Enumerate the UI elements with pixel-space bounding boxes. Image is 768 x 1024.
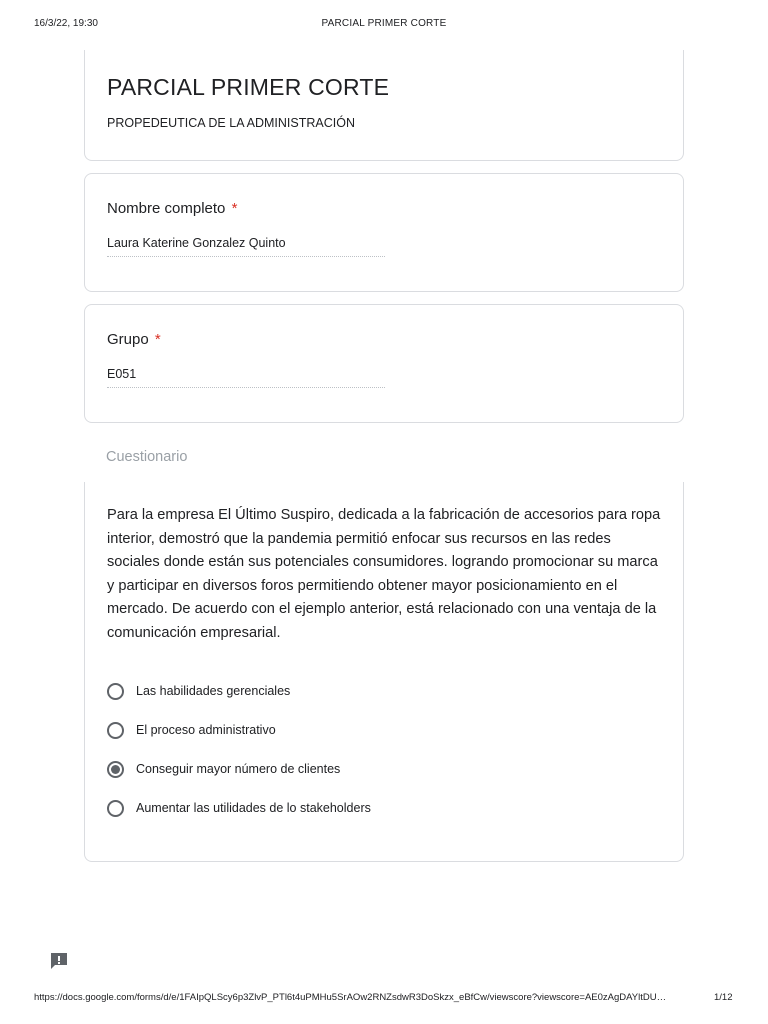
report-feedback-icon[interactable]: [48, 950, 70, 972]
page-number: 1/12: [714, 992, 733, 1003]
section-title: Cuestionario: [106, 449, 188, 465]
print-footer: [0, 992, 768, 1006]
required-mark: *: [231, 200, 238, 217]
form-title: PARCIAL PRIMER CORTE: [107, 74, 390, 100]
quiz-question-text: Para la empresa El Último Suspiro, dedicada a la fabricación de accesorios para ropa interior, demostró que la pandemia permitió enfocar sus recursos en las redes sociales donde están sus potenciales consumidores. logrando promocionar su marca y participar en diversos foros permitiendo obtener mayor posicionamiento en el mercado. De acuerdo con el ejemplo anterior, está relacionado con una ventaja de la comunicación empresarial.: [107, 507, 661, 641]
print-header: [0, 18, 768, 32]
print-datetime: 16/3/22, 19:30: [34, 18, 98, 29]
option-label: Conseguir mayor número de clientes: [136, 762, 341, 776]
radio-button-icon[interactable]: [107, 722, 124, 739]
required-mark: *: [154, 331, 161, 348]
question-card-group: [84, 304, 684, 423]
question-label: Nombre completo: [107, 200, 226, 217]
form-description: PROPEDEUTICA DE LA ADMINISTRACIÓN: [107, 116, 355, 130]
print-title: PARCIAL PRIMER CORTE: [321, 18, 447, 29]
option-label: Aumentar las utilidades de lo stakeholders: [136, 801, 371, 815]
option-label: El proceso administrativo: [136, 723, 276, 737]
question-title-name: [107, 200, 237, 217]
option-0[interactable]: [107, 680, 290, 702]
quiz-question-card: [84, 482, 684, 862]
option-2[interactable]: [107, 758, 340, 780]
radio-button-icon[interactable]: [107, 800, 124, 817]
page-url: https://docs.google.com/forms/d/e/1FAIpQLScy6p3ZlvP_PTl6t4uPMHu5SrAOw2RNZsdwR3DoSkzx_eBfCw/viewscore?viewscore=AE0zAgDAYltDU…: [34, 992, 667, 1003]
form-header-card: [84, 50, 684, 161]
question-title-group: [107, 331, 161, 348]
name-answer-field[interactable]: Laura Katerine Gonzalez Quinto: [107, 236, 385, 257]
option-label: Las habilidades gerenciales: [136, 684, 291, 698]
radio-button-selected-icon[interactable]: [107, 761, 124, 778]
question-card-name: [84, 173, 684, 292]
radio-dot-icon: [111, 765, 120, 774]
radio-button-icon[interactable]: [107, 683, 124, 700]
question-label: Grupo: [107, 331, 149, 348]
group-answer-field[interactable]: E051: [107, 367, 385, 388]
option-1[interactable]: [107, 719, 276, 741]
option-3[interactable]: [107, 797, 371, 819]
